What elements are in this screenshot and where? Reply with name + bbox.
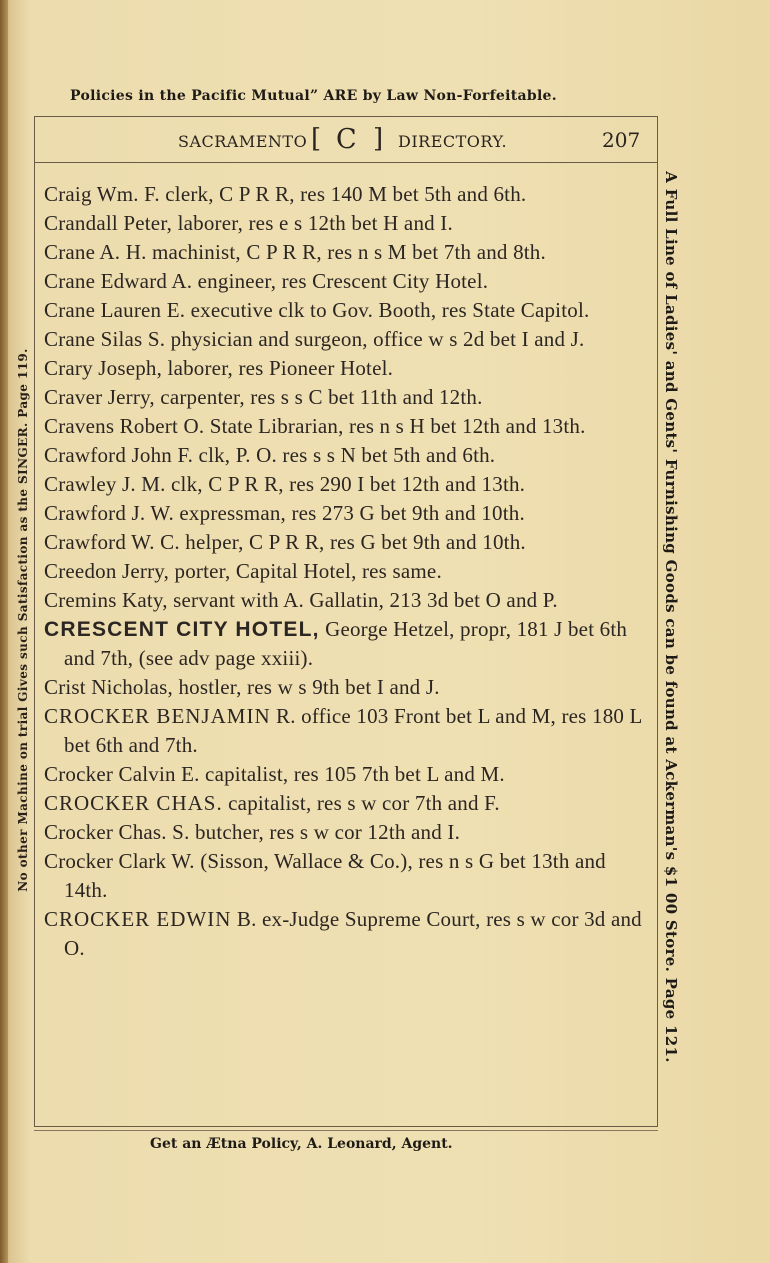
entry-text: Crawford W. C. helper, C P R R, res G bet 9th and 10th. <box>44 530 526 554</box>
entry-lead-caps: CROCKER BENJAMIN <box>44 704 271 728</box>
running-head-bracket-open: [ <box>311 124 322 154</box>
entry-text: Cremins Katy, servant with A. Gallatin, 213 3d bet O and P. <box>44 588 558 612</box>
entry-text: Crary Joseph, laborer, res Pioneer Hotel. <box>44 356 394 380</box>
top-advertisement-banner: Policies in the Pacific Mutual” ARE by Law Non-Forfeitable. <box>70 88 557 104</box>
directory-entry <box>44 441 644 470</box>
directory-entry <box>44 354 644 383</box>
entry-text: George Hetzel, propr, 181 J bet 6th and 7th, (see adv page xxiii). <box>64 617 628 670</box>
running-head-directory: DIRECTORY. <box>398 132 508 151</box>
entry-text: Crawley J. M. clk, C P R R, res 290 I bet 12th and 13th. <box>44 472 526 496</box>
directory-entry <box>44 470 644 499</box>
entry-text: Crane Silas S. physician and surgeon, office w s 2d bet I and J. <box>44 327 585 351</box>
entry-text: Crist Nicholas, hostler, res w s 9th bet I and J. <box>44 675 440 699</box>
entry-text: Creedon Jerry, porter, Capital Hotel, res same. <box>44 559 442 583</box>
directory-entries <box>44 180 644 963</box>
entry-text: Crawford John F. clk, P. O. res s s N bet 5th and 6th. <box>44 443 496 467</box>
running-head-letter: C <box>336 124 357 155</box>
right-margin-advertisement <box>656 172 686 1062</box>
entry-text: Cravens Robert O. State Librarian, res n s H bet 12th and 13th. <box>44 414 586 438</box>
entry-text: B. ex-Judge Supreme Court, res s w cor 3d and O. <box>64 907 642 960</box>
book-spine-edge <box>0 0 8 1263</box>
right-margin-advertisement-text: A Full Line of Ladies' and Gents' Furnishing Goods can be found at Ackerman's $1 00 Store. Page 121. <box>662 171 680 1063</box>
entry-text: Crane A. H. machinist, C P R R, res n s M bet 7th and 8th. <box>44 240 546 264</box>
directory-entry <box>44 847 644 905</box>
directory-entry <box>44 267 644 296</box>
directory-entry <box>44 499 644 528</box>
page-number: 207 <box>602 128 641 152</box>
directory-entry <box>44 528 644 557</box>
directory-entry <box>44 586 644 615</box>
entry-text: capitalist, res s w cor 7th and F. <box>222 791 500 815</box>
entry-text: Crocker Chas. S. butcher, res s w cor 12th and I. <box>44 820 461 844</box>
directory-entry-notable <box>44 905 644 963</box>
bottom-advertisement-banner: Get an Ætna Policy, A. Leonard, Agent. <box>150 1136 453 1152</box>
directory-entry <box>44 238 644 267</box>
directory-entry <box>44 180 644 209</box>
directory-entry <box>44 412 644 441</box>
directory-entry <box>44 557 644 586</box>
left-margin-advertisement-text: No other Machine on trial Gives such Satisfaction as the SINGER. Page 119. <box>16 348 30 892</box>
frame-bottom-rule <box>34 1130 658 1131</box>
directory-entry <box>44 296 644 325</box>
entry-lead-caps: CROCKER EDWIN <box>44 907 232 931</box>
running-head-city: SACRAMENTO <box>178 132 308 151</box>
entry-lead-caps: CROCKER CHAS. <box>44 791 223 815</box>
entry-text: Crocker Clark W. (Sisson, Wallace & Co.), res n s G bet 13th and 14th. <box>44 849 606 902</box>
left-margin-advertisement <box>10 260 36 980</box>
directory-entry <box>44 325 644 354</box>
entry-lead-bold: CRESCENT CITY HOTEL, <box>44 618 320 641</box>
running-head-bracket-close: ] <box>373 124 384 154</box>
entry-text: R. office 103 Front bet L and M, res 180 L bet 6th and 7th. <box>64 704 642 757</box>
directory-entry-notable <box>44 702 644 760</box>
directory-entry <box>44 760 644 789</box>
entry-text: Crane Edward A. engineer, res Crescent City Hotel. <box>44 269 489 293</box>
running-head <box>178 126 648 156</box>
entry-text: Crawford J. W. expressman, res 273 G bet 9th and 10th. <box>44 501 525 525</box>
directory-entry <box>44 673 644 702</box>
directory-entry-business <box>44 615 644 673</box>
directory-entry-notable <box>44 789 644 818</box>
directory-entry <box>44 209 644 238</box>
entry-text: Craig Wm. F. clerk, C P R R, res 140 M bet 5th and 6th. <box>44 182 527 206</box>
entry-text: Crandall Peter, laborer, res e s 12th bet H and I. <box>44 211 453 235</box>
entry-text: Craver Jerry, carpenter, res s s C bet 11th and 12th. <box>44 385 483 409</box>
directory-entry <box>44 383 644 412</box>
running-head-rule <box>34 162 658 163</box>
directory-entry <box>44 818 644 847</box>
entry-text: Crane Lauren E. executive clk to Gov. Booth, res State Capitol. <box>44 298 590 322</box>
entry-text: Crocker Calvin E. capitalist, res 105 7th bet L and M. <box>44 762 505 786</box>
